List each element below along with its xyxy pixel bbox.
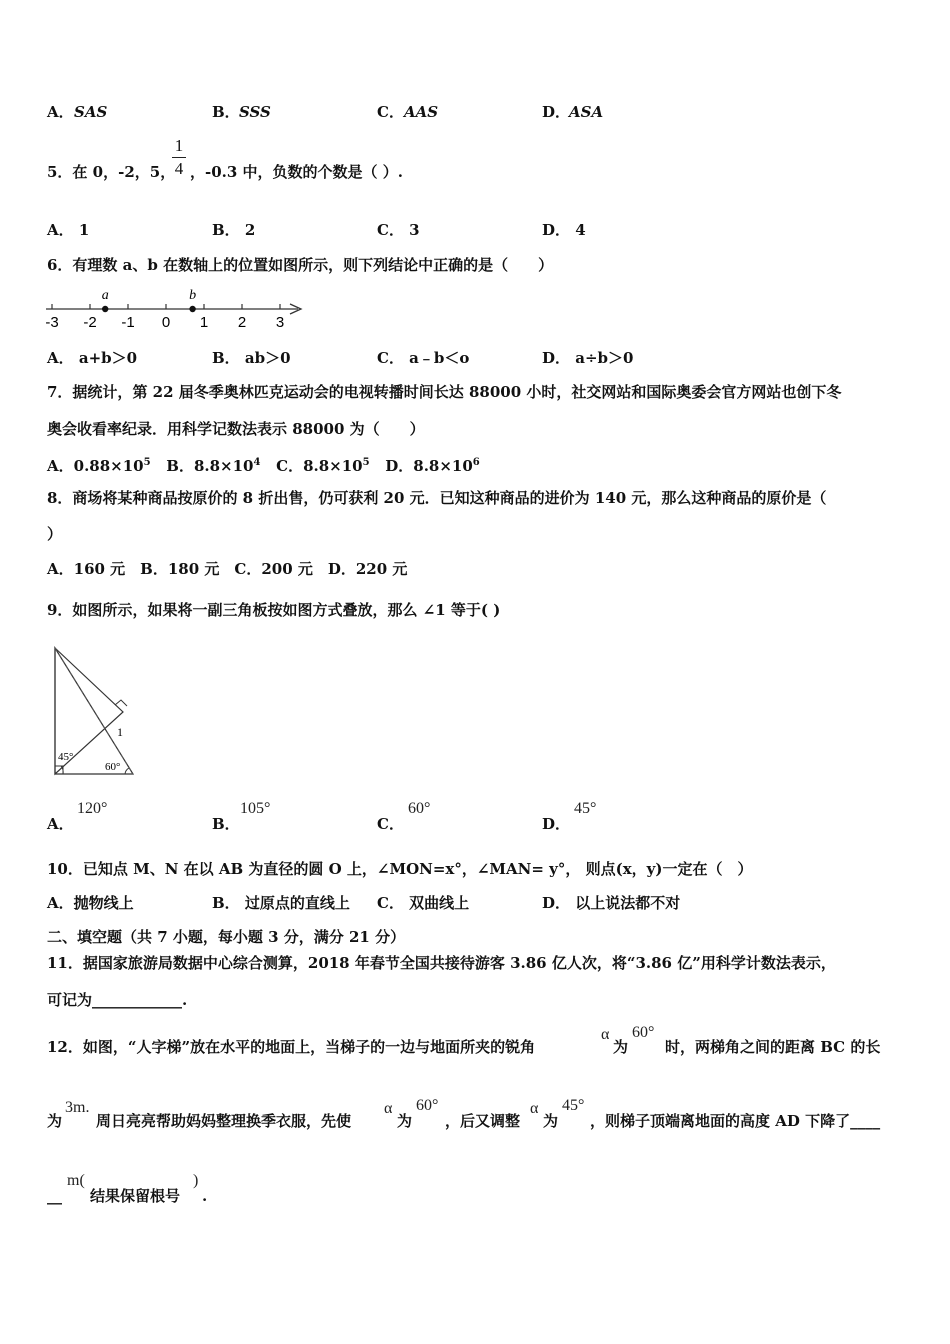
q4-option-a: SAS bbox=[74, 103, 108, 121]
q12-line2-pre: 为 bbox=[47, 1112, 63, 1130]
q6-option-c: C． a﹣b＜o bbox=[377, 349, 470, 367]
q9-option-a-value: 120° bbox=[77, 800, 108, 817]
q5-stem-pre: 5．在 0，-2，5， bbox=[47, 163, 176, 181]
q10-stem: 10．已知点 M、N 在以 AB 为直径的圆 O 上，∠MON=x°，∠MAN= y°， 则点(x，y)一定在（ ） bbox=[47, 860, 753, 878]
q12-line3-close: ) bbox=[193, 1172, 199, 1189]
section-heading-fill-in: 二、填空题（共 7 小题，每小题 3 分，满分 21 分） bbox=[47, 928, 406, 946]
q4-option-b: SSS bbox=[239, 103, 271, 121]
q5-frac-den: 4 bbox=[174, 159, 184, 178]
q12-alpha-1: α bbox=[601, 1026, 610, 1043]
q9-option-d-value: 45° bbox=[574, 800, 597, 817]
q9-option-c-label: C． bbox=[377, 815, 404, 833]
q10-option-c: C． 双曲线上 bbox=[377, 894, 470, 912]
q7-line1: 7．据统计，第 22 届冬季奥林匹克运动会的电视转播时间长达 88000 小时，社交网站和国际奥委会官方网站也创下冬 bbox=[47, 383, 842, 401]
q8-line1: 8．商场将某种商品按原价的 8 折出售，仍可获利 20 元．已知这种商品的进价为 140 元，那么这种商品的原价是（ bbox=[47, 489, 827, 507]
q7-option-a: A．0.88×10 bbox=[47, 457, 144, 475]
q9-option-d-label: D． bbox=[542, 815, 571, 833]
q6-option-b: B． ab＞0 bbox=[212, 349, 291, 367]
q9-option-a-label: A． bbox=[47, 815, 74, 833]
axis-tick-label: 0 bbox=[161, 314, 171, 331]
q12-angle-60-1: 60° bbox=[632, 1024, 655, 1041]
q12-angle-60-2: 60° bbox=[416, 1097, 439, 1114]
q6-option-a: A． a+b＞0 bbox=[47, 349, 138, 367]
point-a-label: a bbox=[101, 288, 109, 303]
q11-line1: 11．据国家旅游局数据中心综合测算，2018 年春节全国共接待游客 3.86 亿人次，将“3.86 亿”用科学计数法表示， bbox=[47, 954, 836, 972]
q7-option-d: D．8.8×10 bbox=[385, 457, 473, 475]
point-b-label: b bbox=[189, 288, 197, 303]
axis-tick-label: 2 bbox=[237, 314, 247, 331]
q12-line1-pre: 12．如图，“人字梯”放在水平的地面上，当梯子的一边与地面所夹的锐角 bbox=[47, 1038, 536, 1056]
axis-tick-label: -3 bbox=[45, 314, 59, 331]
q9-option-b-value: 105° bbox=[240, 800, 271, 817]
axis-tick-label: 3 bbox=[275, 314, 285, 331]
q9-option-c-value: 60° bbox=[408, 800, 431, 817]
q7-options: A．$0.88\times 10^5$ B．$8.8\times 10^4$ C．$8.8\times 10^5$ D．$8.8\times 10^6$ bbox=[47, 457, 480, 475]
q6-stem: 6．有理数 a、b 在数轴上的位置如图所示，则下列结论中正确的是（ ） bbox=[47, 256, 554, 274]
q12-line2-e: ，则梯子顶端离地面的高度 AD 下降了____ bbox=[590, 1112, 881, 1130]
triangle-set-square-figure bbox=[45, 640, 145, 785]
axis-tick-label: -2 bbox=[83, 314, 97, 331]
label-60: 60° bbox=[105, 761, 121, 773]
q7-option-c: C．8.8×10 bbox=[276, 457, 363, 475]
q12-line1-mid: 为 bbox=[613, 1038, 629, 1056]
q12-line2-d: 为 bbox=[543, 1112, 559, 1130]
q10-option-a: A．抛物线上 bbox=[47, 894, 134, 912]
q12-line2-b: 为 bbox=[397, 1112, 413, 1130]
q4-option-d-label: D． bbox=[542, 103, 571, 121]
q5-option-a: A． 1 bbox=[47, 221, 90, 239]
q5-frac-num: 1 bbox=[174, 136, 184, 155]
axis-tick-label: -1 bbox=[121, 314, 135, 331]
label-angle-1: 1 bbox=[117, 725, 123, 739]
q12-line2-a: 周日亮亮帮助妈妈整理换季衣服，先使 bbox=[96, 1112, 352, 1130]
q12-line2-c: ，后又调整 bbox=[445, 1112, 521, 1130]
q4-option-c-label: C． bbox=[377, 103, 404, 121]
q4-option-c: AAS bbox=[404, 103, 439, 121]
q10-option-d: D． 以上说法都不对 bbox=[542, 894, 681, 912]
q6-option-d: D． a÷b＞0 bbox=[542, 349, 634, 367]
q4-option-d: ASA bbox=[569, 103, 604, 121]
q12-line3-end: . bbox=[202, 1187, 208, 1205]
q4-options bbox=[47, 102, 647, 122]
q12-line3-blank: __ bbox=[47, 1187, 62, 1205]
q5-option-b: B． 2 bbox=[212, 221, 256, 239]
q11-line2: 可记为____________. bbox=[47, 991, 188, 1009]
q12-line3-note: 结果保留根号 bbox=[90, 1187, 181, 1205]
q8-line2: ） bbox=[47, 525, 63, 543]
q12-alpha-2: α bbox=[384, 1100, 393, 1117]
label-45: 45° bbox=[58, 751, 74, 763]
q5-option-d: D． 4 bbox=[542, 221, 586, 239]
q9-option-b-label: B． bbox=[212, 815, 240, 833]
q12-angle-45: 45° bbox=[562, 1097, 585, 1114]
q7-line2: 奥会收看率纪录．用科学记数法表示 88000 为（ ） bbox=[47, 420, 425, 438]
q12-length-3m: 3m. bbox=[65, 1099, 90, 1116]
q4-option-b-label: B． bbox=[212, 103, 240, 121]
axis-tick-label: 1 bbox=[199, 314, 209, 331]
q8-options: A．160 元 B．180 元 C．200 元 D．220 元 bbox=[47, 560, 408, 578]
q10-option-b: B． 过原点的直线上 bbox=[212, 894, 350, 912]
q5-stem-post: ，-0.3 中，负数的个数是（ ）. bbox=[190, 163, 403, 181]
q12-line1-post: 时，两梯角之间的距离 BC 的长 bbox=[665, 1038, 881, 1056]
q5-option-c: C． 3 bbox=[377, 221, 420, 239]
q5-fraction bbox=[172, 136, 186, 179]
q7-option-b: B．8.8×10 bbox=[166, 457, 254, 475]
q9-stem: 9．如图所示，如果将一副三角板按如图方式叠放，那么 ∠1 等于( ) bbox=[47, 601, 501, 619]
point-b bbox=[189, 306, 195, 312]
q12-unit-m: m( bbox=[67, 1172, 85, 1189]
q4-option-a-label: A． bbox=[47, 103, 74, 121]
number-line-figure bbox=[40, 284, 310, 334]
q12-alpha-3: α bbox=[530, 1100, 539, 1117]
point-a bbox=[102, 306, 108, 312]
